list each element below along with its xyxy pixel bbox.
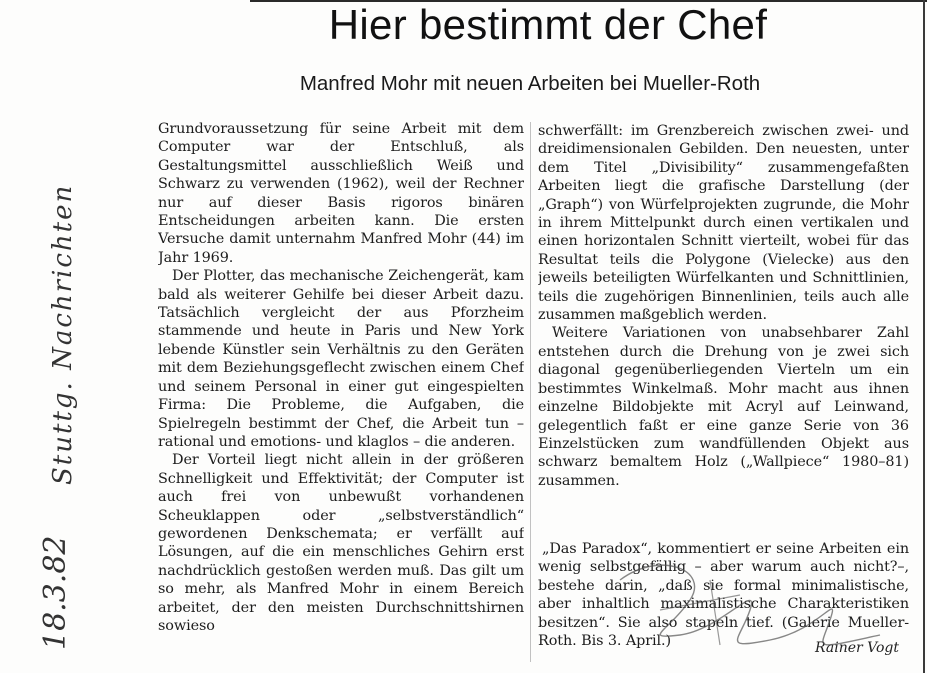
handwritten-margin-notes: [10, 160, 150, 660]
paragraph: Weitere Variationen von unabsehbarer Zahl entstehen durch die Drehung von je zwei sich diagonal gegenüberliegenden Vierteln um ein bestimmtes Winkelmaß. Mohr macht aus ihnen einzelne Bildobjekte mit Acryl auf Leinwand, gelegentlich faßt er eine ganze Serie von 36 Einzelstücken zum wandfüllenden Objekt aus schwarz bemaltem Holz („Wallpiece“ 1980–81) zusammen.: [538, 325, 909, 489]
author-byline: Rainer Vogt: [815, 640, 899, 656]
subheadline: Manfred Mohr mit neuen Arbeiten bei Mueller-Roth: [299, 72, 761, 95]
column-divider: [530, 122, 531, 662]
handwritten-source: Stuttg. Nachrichten: [48, 183, 78, 485]
paragraph: Grundvoraussetzung für seine Arbeit mit dem Computer war der Entschluß, als Gestaltungsmittel ausschließlich Weiß und Schwarz zu verwenden (1962), weil der Rechner nur auf dieser Basis rigoros binären Entscheidungen arbeiten kann. Die ersten Versuche damit unternahm Manfred Mohr (44) im Jahr 1969.: [158, 121, 524, 266]
paragraph: Der Plotter, das mechanische Zeichengerät, kam bald als weiterer Gehilfe bei dieser Arbeit dazu. Tatsächlich vergleicht der aus Pforzheim stammende und heute in Paris und New York lebende Künstler sein Verhältnis zu den Geräten mit dem Beziehungsgeflecht zwischen einem Chef und seinem Personal in einer gut eingespielten Firma: Die Probleme, die Aufgaben, die Spielregeln bestimmt der Chef, die Arbeit tun – rational und emotions- und klaglos – die anderen.: [158, 268, 524, 450]
article-column-left: [158, 120, 524, 668]
right-border-line: [923, 0, 925, 673]
handwritten-date: 18.3.82: [38, 535, 73, 650]
article-column-right: [538, 122, 909, 532]
paragraph: „Das Paradox“, kommentiert er seine Arbeiten ein wenig selbstgefällig – aber warum auch nicht?–, bestehe darin, „daß sie formal minimalistische, aber inhaltlich maximalistische Charakteristiken besitzen“. Sie also stapeln tief. (Galerie Mueller-Roth. Bis 3. April.): [538, 541, 909, 650]
headline: Hier bestimmt der Chef: [328, 1, 768, 48]
paragraph: schwerfällt: im Grenzbereich zwischen zwei- und dreidimensionalen Gebilden. Den neuesten, unter dem Titel „Divisibility“ zusammengefaßten Arbeiten liegt die grafische Darstellung (der „Graph“) von Würfelprojekten zugrunde, die Mohr in ihrem Mittelpunkt durch einen vertikalen und einen horizontalen Schnitt vierteilt, wobei für das Resultat teils die Polygone (Vielecke) aus den jeweils beteiligten Würfelkanten und Schnittlinien, teils die zugehörigen Binnenlinien, teils auch alle zusammen maßgeblich werden.: [538, 123, 909, 324]
handwritten-signature: [600, 540, 900, 655]
paragraph: Der Vorteil liegt nicht allein in der größeren Schnelligkeit und Effektivität; der Computer ist auch frei von unbewußt vorhandenen Scheuklappen oder „selbstverständlich“ gewordenen Denkschemata; er verfällt auf Lösungen, auf die ein menschliches Gehirn erst nachdrücklich gestoßen werden muß. Das gilt um so mehr, als Manfred Mohr in einem Bereich arbeitet, der den meisten Durchschnittshirnen sowieso: [158, 452, 524, 634]
